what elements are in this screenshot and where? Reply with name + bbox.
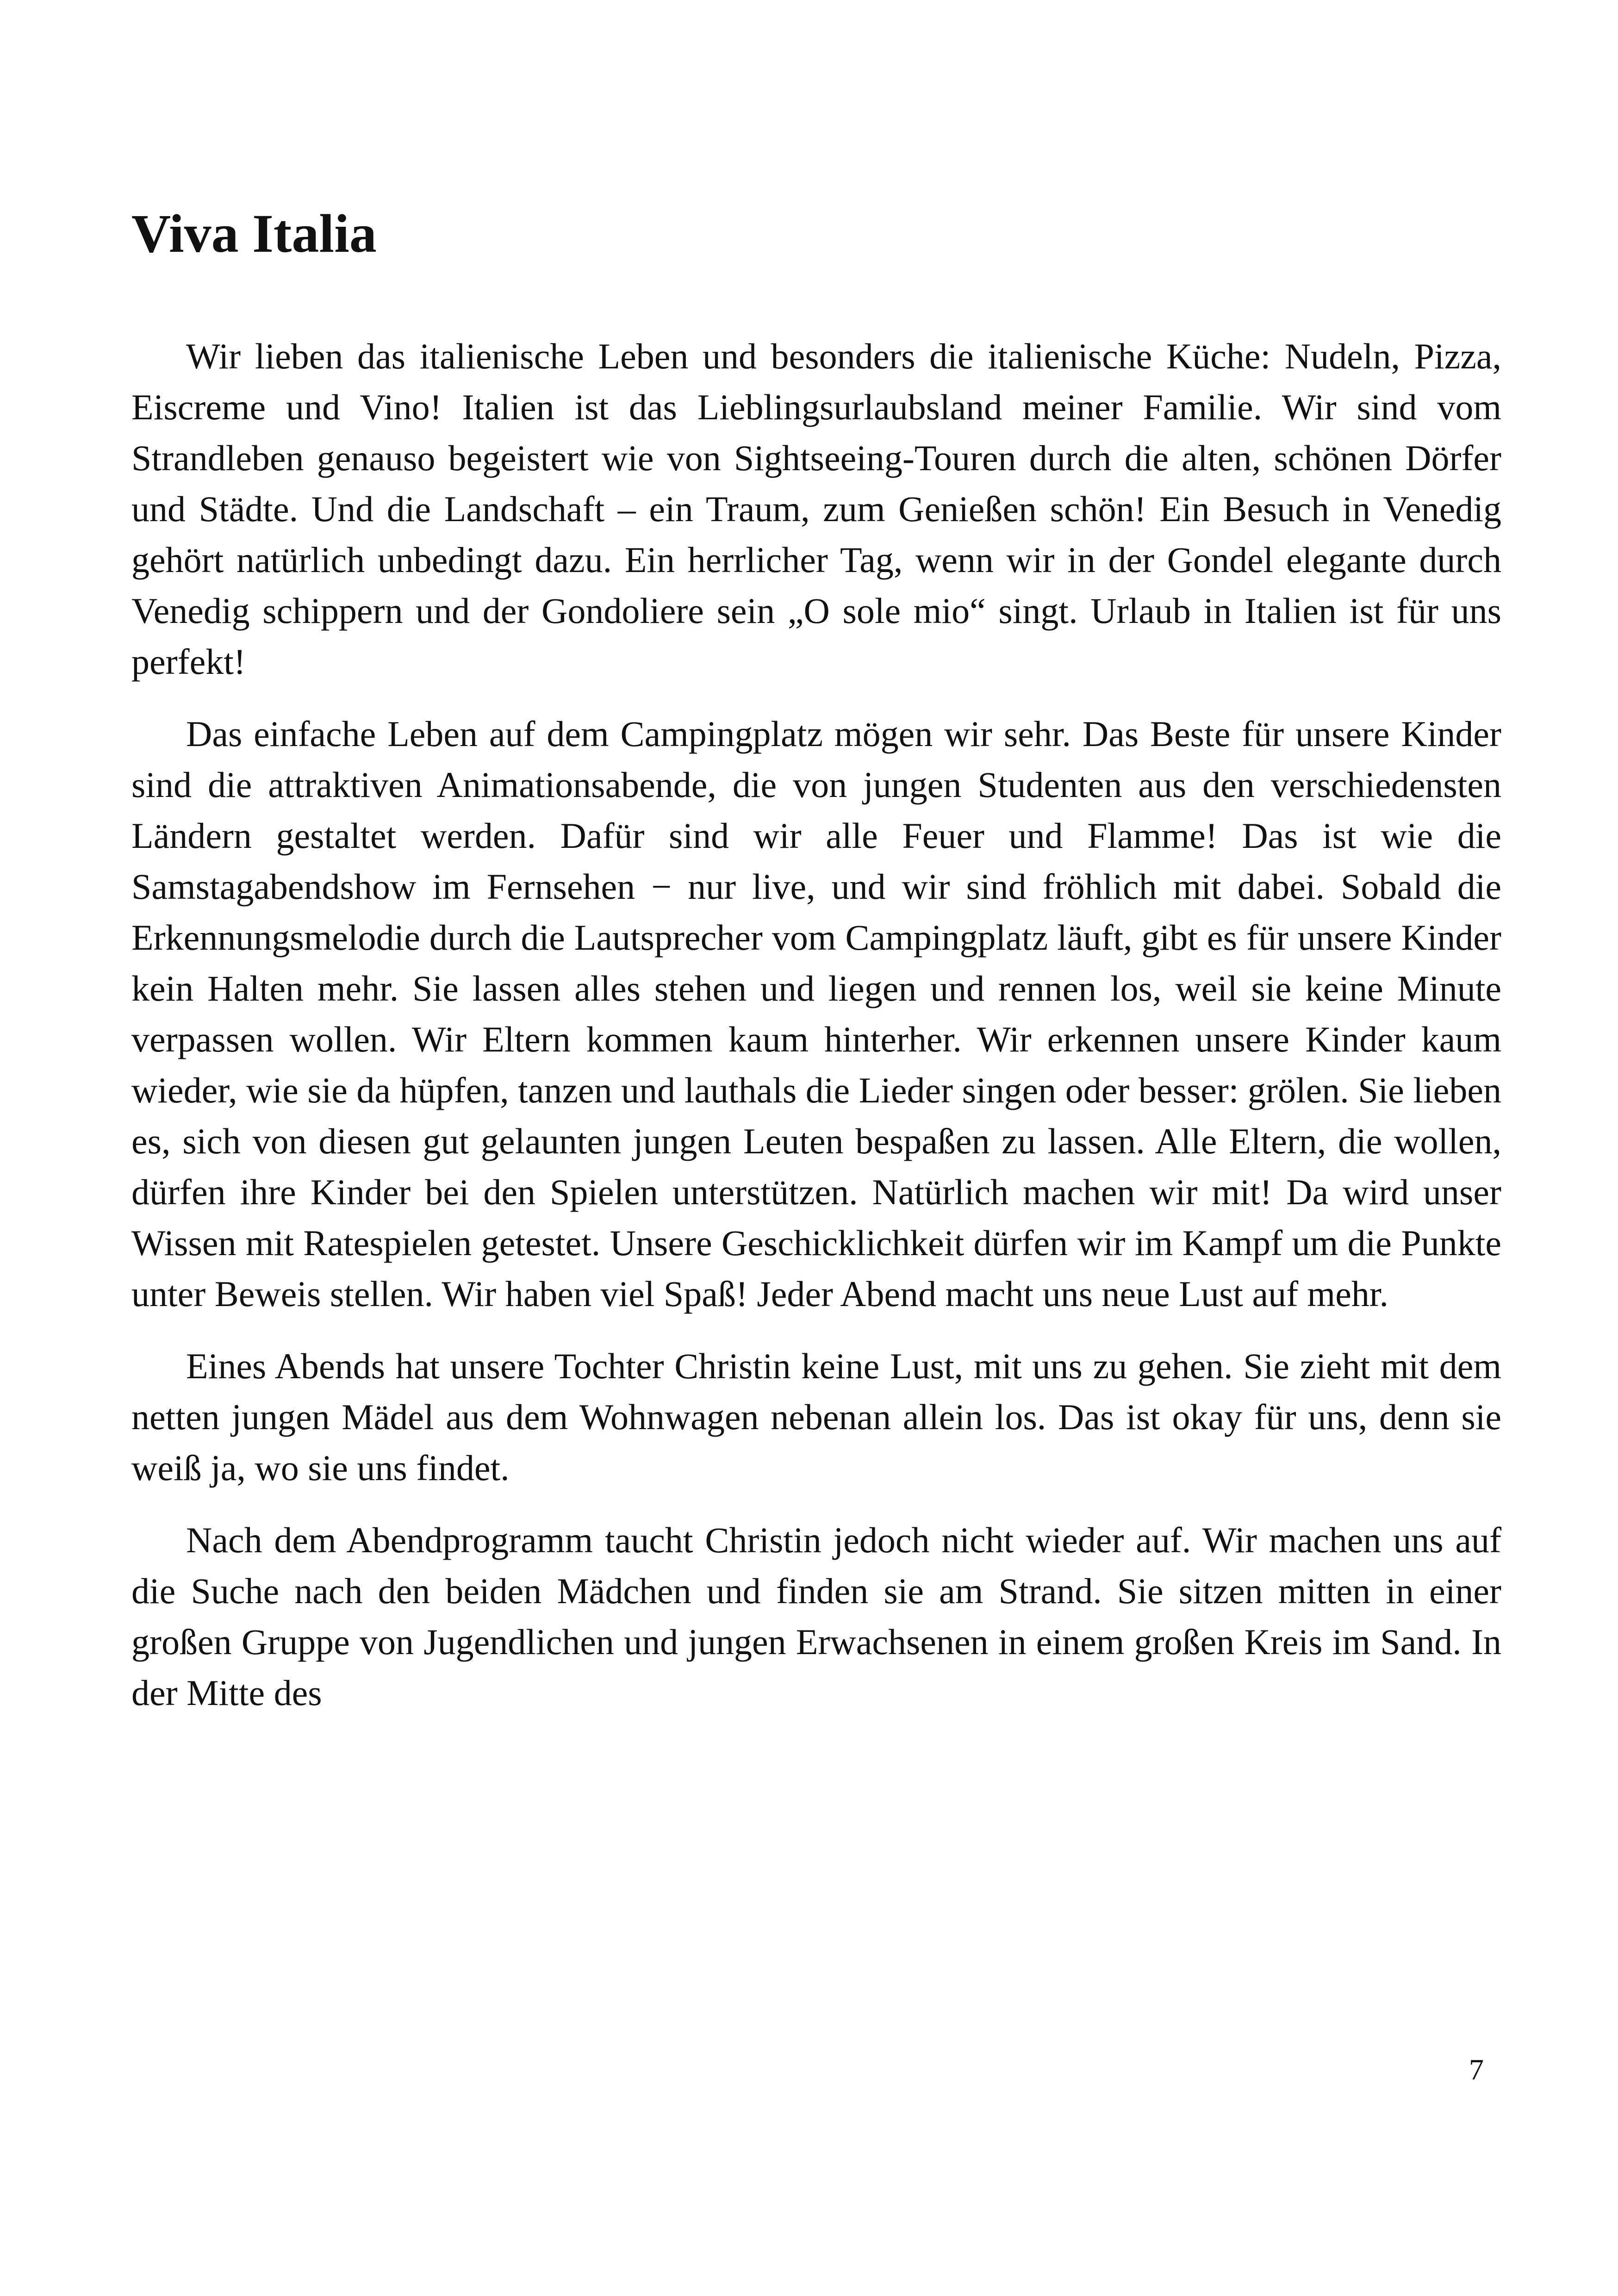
paragraph-4: Nach dem Abendprogramm taucht Christin jedoch nicht wieder auf. Wir machen uns auf die Suche nach den beiden Mädchen und finden sie am Strand. Sie sitzen mitten in einer großen Gruppe von Jugendlichen und jungen Erwachsenen in einem großen Kreis im Sand. In der Mitte des	[131, 1520, 1501, 1713]
paragraph-1: Wir lieben das italienische Leben und besonders die italienische Küche: Nudeln, Pizza, Eiscreme und Vino! Italien ist das Lieblingsurlaubsland meiner Familie. Wir sind vom Strandleben genauso begeistert wie von Sightseeing-Touren durch die alten, schönen Dörfer und Städte. Und die Landschaft – ein Traum, zum Genießen schön! Ein Besuch in Venedig gehört natürlich unbedingt dazu. Ein herrlicher Tag, wenn wir in der Gondel elegante durch Venedig schippern und der Gondoliere sein „O sole mio“ singt. Urlaub in Italien ist für uns perfekt!	[131, 336, 1501, 682]
page-number: 7	[1469, 2053, 1484, 2086]
chapter-body	[131, 331, 1501, 1740]
paragraph-3: Eines Abends hat unsere Tochter Christin keine Lust, mit uns zu gehen. Sie zieht mit dem netten jungen Mädel aus dem Wohnwagen nebenan allein los. Das ist okay für uns, denn sie weiß ja, wo sie uns findet.	[131, 1346, 1501, 1488]
paragraph-2: Das einfache Leben auf dem Campingplatz mögen wir sehr. Das Beste für unsere Kinder sind die attraktiven Animationsabende, die von jungen Studenten aus den verschiedensten Ländern gestaltet werden. Dafür sind wir alle Feuer und Flamme! Das ist wie die Samstagabendshow im Fernsehen − nur live, und wir sind fröhlich mit dabei. Sobald die Erkennungsmelodie durch die Lautsprecher vom Campingplatz läuft, gibt es für unsere Kinder kein Halten mehr. Sie lassen alles stehen und liegen und rennen los, weil sie keine Minute verpassen wollen. Wir Eltern kommen kaum hinterher. Wir erkennen unsere Kinder kaum wieder, wie sie da hüpfen, tanzen und lauthals die Lieder singen oder besser: grölen. Sie lieben es, sich von diesen gut gelaunten jungen Leuten bespaßen zu lassen. Alle Eltern, die wollen, dürfen ihre Kinder bei den Spielen unterstützen. Natürlich machen wir mit! Da wird unser Wissen mit Ratespielen getestet. Unsere Geschicklichkeit dürfen wir im Kampf um die Punkte unter Beweis stellen. Wir haben viel Spaß! Jeder Abend macht uns neue Lust auf mehr.	[131, 714, 1501, 1314]
chapter-title: Viva Italia	[131, 203, 377, 264]
